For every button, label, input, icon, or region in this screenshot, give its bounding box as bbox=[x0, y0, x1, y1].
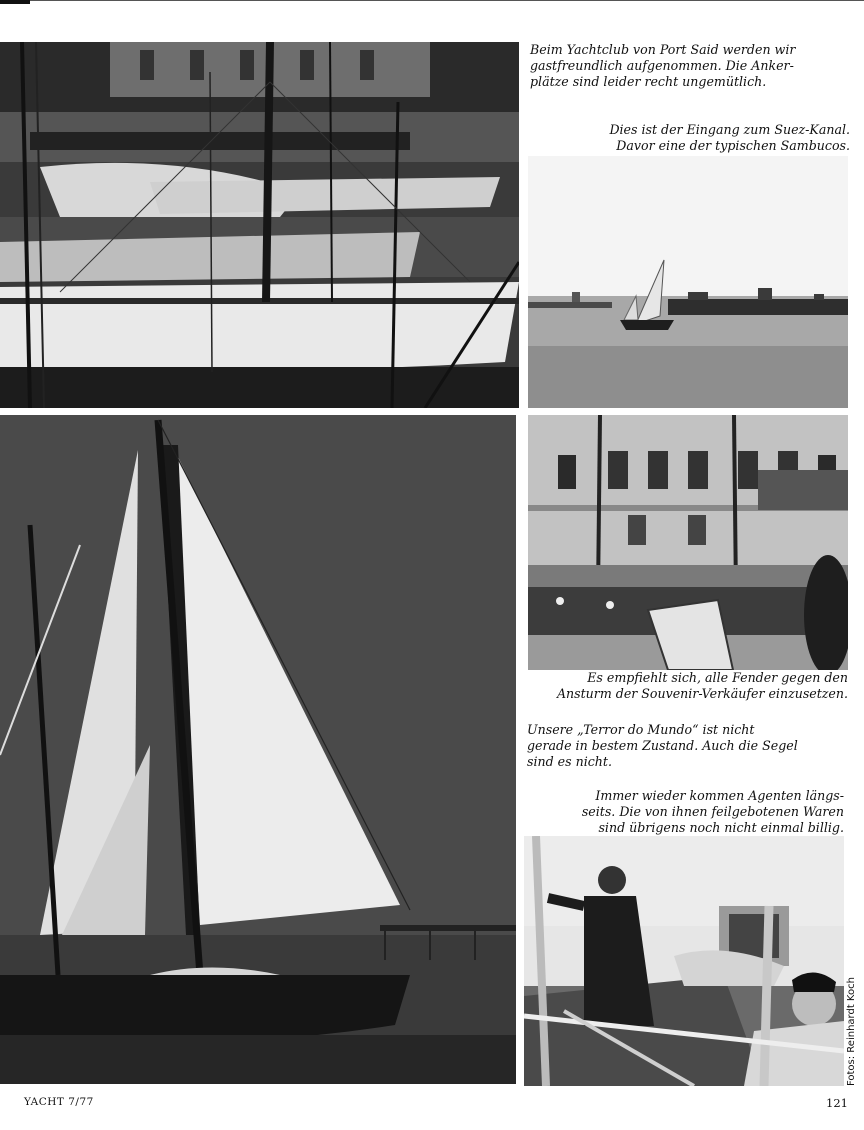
magazine-issue: YACHT 7/77 bbox=[24, 1096, 94, 1108]
photo-suez-canal-entrance bbox=[528, 156, 848, 408]
caption-yachtclub: Beim Yachtclub von Port Said werden wir gastfreundlich aufgenommen. Die Anker- plätze sind leider recht ungemütlich. bbox=[530, 42, 796, 89]
caption-terror-do-mundo: Unsere „Terror do Mundo“ ist nicht gerade in bestem Zustand. Auch die Segel sind es nicht. bbox=[527, 722, 798, 769]
photo-yachtclub-marina bbox=[0, 42, 519, 408]
photo-harbour-souvenir-boats bbox=[528, 415, 848, 670]
caption-fender: Es empfiehlt sich, alle Fender gegen den Ansturm der Souvenir-Verkäufer einzusetzen. bbox=[556, 670, 848, 701]
top-corner-mark bbox=[0, 0, 30, 4]
photo-agents-alongside bbox=[524, 836, 844, 1086]
caption-suez-canal: Dies ist der Eingang zum Suez-Kanal. Davor eine der typischen Sambucos. bbox=[609, 122, 850, 153]
photo-yacht-under-sail bbox=[0, 415, 516, 1084]
photo-credit: Fotos: Reinhardt Koch bbox=[846, 977, 857, 1086]
top-rule bbox=[0, 0, 864, 1]
page-number: 121 bbox=[826, 1096, 848, 1110]
caption-agenten: Immer wieder kommen Agenten längs- seits. Die von ihnen feilgebotenen Waren sind übrigens noch nicht einmal billig. bbox=[581, 788, 844, 835]
